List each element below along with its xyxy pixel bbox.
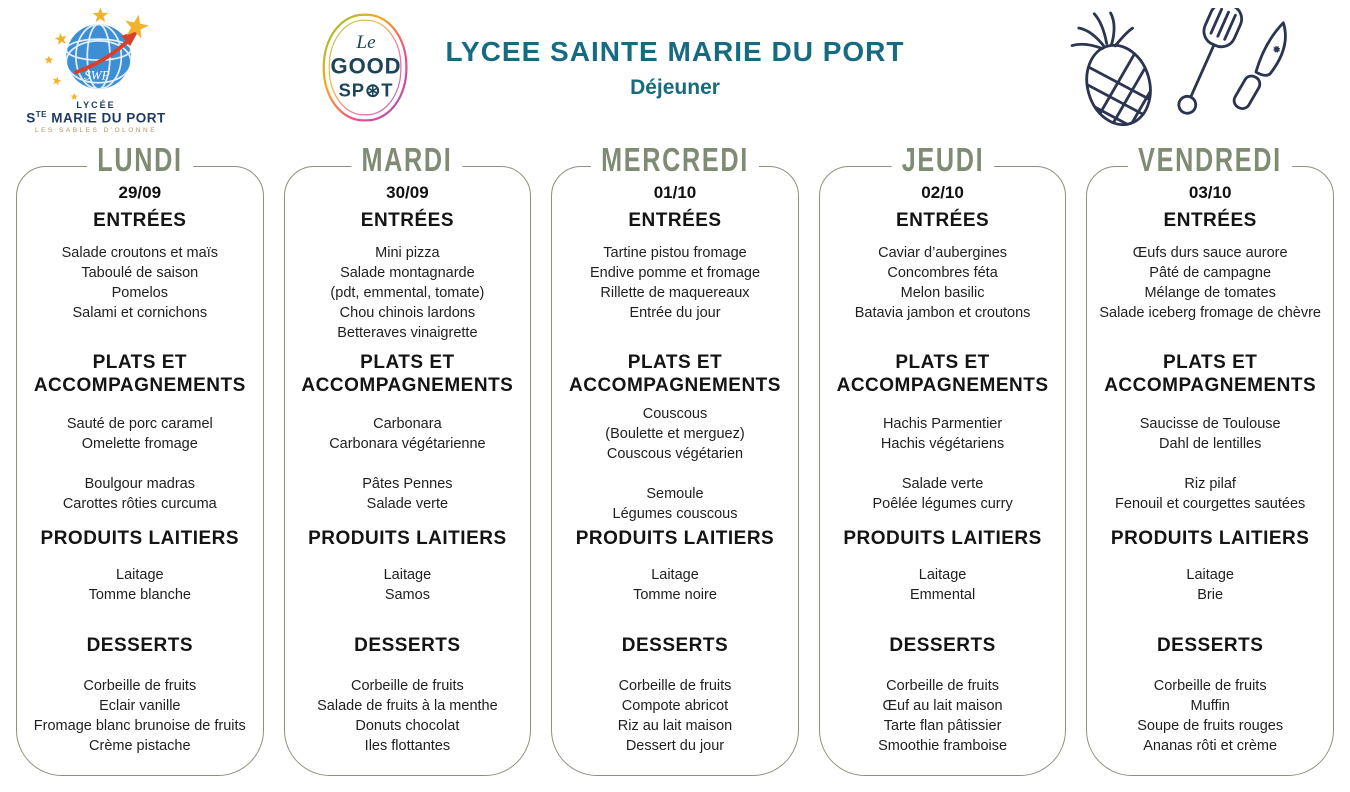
day-title: MERCREDI <box>591 141 759 181</box>
page-title: LYCEE SAINTE MARIE DU PORT <box>445 36 905 67</box>
menu-item: Dahl de lentilles <box>1158 436 1262 452</box>
section-header-entrees: ENTRÉES <box>93 210 187 231</box>
menu-item: Samos <box>384 587 430 603</box>
menu-item: Tomme blanche <box>88 587 191 603</box>
menu-item: Muffin <box>1190 698 1230 714</box>
menu-item <box>820 454 1066 474</box>
menu-item: Tomme noire <box>633 587 717 603</box>
menu-item: Laitage <box>918 567 967 583</box>
day-date: 29/09 <box>118 183 162 202</box>
section-header-laitiers: PRODUITS LAITIERS <box>1110 528 1310 549</box>
day-title: VENDREDI <box>1128 141 1292 181</box>
title-block <box>355 36 995 100</box>
menu-item: Iles flottantes <box>364 738 451 754</box>
menu-item: Rillette de maquereaux <box>600 285 750 301</box>
menu-item: Laitage <box>1186 567 1234 583</box>
day-card-lundi <box>16 141 264 776</box>
entrees-list <box>17 239 263 351</box>
section-header-laitiers: PRODUITS LAITIERS <box>40 528 240 549</box>
laitiers-list <box>17 557 263 627</box>
menu-item: Légumes couscous <box>612 506 738 522</box>
menu-item: Œuf au lait maison <box>882 698 1003 714</box>
page-subtitle: Déjeuner <box>630 76 720 99</box>
laitiers-list <box>552 557 798 627</box>
menu-item: Hachis Parmentier <box>882 416 1003 432</box>
menu-item: Brie <box>1197 587 1224 603</box>
menu-item: Concombres féta <box>887 265 998 281</box>
menu-item: Crème pistache <box>89 738 191 754</box>
menu-item: Couscous <box>642 406 708 422</box>
school-logo-name: $S^{TE}$ MARIE DU PORT <box>26 110 166 126</box>
entrees-list <box>285 239 531 351</box>
section-header-entrees: ENTRÉES <box>360 210 455 231</box>
menu-item: Taboulé de saison <box>81 265 199 281</box>
desserts-list <box>1087 663 1333 756</box>
menu-item: Laitage <box>651 567 699 583</box>
section-header-entrees: ENTRÉES <box>628 210 722 231</box>
menu-item: Salade montagnarde <box>340 265 475 281</box>
good-spot-good: GOOD <box>330 53 402 79</box>
menu-item: Hachis végétariens <box>880 436 1005 452</box>
menu-item <box>1087 454 1333 474</box>
menu-item: Salade verte <box>901 476 984 492</box>
menu-item: Melon basilic <box>900 285 985 301</box>
day-card-vendredi <box>1086 141 1334 776</box>
menu-item: Mélange de tomates <box>1144 285 1276 301</box>
menu-item: Eclair vanille <box>99 698 181 714</box>
menu-item: Compote abricot <box>621 698 729 714</box>
section-header-laitiers: PRODUITS LAITIERS <box>575 528 775 549</box>
menu-item: Tartine pistou fromage <box>603 245 747 261</box>
day-title: JEUDI <box>891 141 994 181</box>
menu-item: Semoule <box>646 486 704 502</box>
menu-item: Salami et cornichons <box>72 305 208 321</box>
section-header-desserts: DESSERTS <box>354 635 461 656</box>
menu-item: Omelette fromage <box>81 436 198 452</box>
menu-item: Carbonara <box>373 416 442 432</box>
menu-item: (pdt, emmental, tomate) <box>330 285 485 301</box>
section-header-plats: PLATS ET ACCOMPAGNEMENTS <box>301 352 514 396</box>
desserts-list <box>17 663 263 756</box>
entrees-list <box>820 239 1066 351</box>
menu-item: Couscous végétarien <box>606 446 744 462</box>
menu-item: Salade iceberg fromage de chèvre <box>1099 305 1321 321</box>
section-header-desserts: DESSERTS <box>86 635 193 656</box>
knife-icon <box>1231 20 1296 113</box>
laitiers-list <box>1087 557 1333 627</box>
menu-item: Corbeille de fruits <box>83 678 197 694</box>
menu-item: Carbonara végétarienne <box>329 436 486 452</box>
menu-item: Laitage <box>116 567 164 583</box>
school-logo-lycee: LYCÉE <box>76 100 116 110</box>
menu-item <box>552 464 798 484</box>
menu-item: Laitage <box>383 567 432 583</box>
menu-item: Œufs durs sauce aurore <box>1132 245 1288 261</box>
menu-item: Corbeille de fruits <box>618 678 732 694</box>
menu-item: Sauté de porc caramel <box>66 416 213 432</box>
plats-list <box>1087 401 1333 527</box>
menu-item: Entrée du jour <box>629 305 721 321</box>
section-header-laitiers: PRODUITS LAITIERS <box>843 528 1042 549</box>
day-date: 01/10 <box>653 183 697 202</box>
day-date: 02/10 <box>921 183 964 202</box>
menu-item: Fenouil et courgettes sautées <box>1115 496 1306 512</box>
laitiers-list <box>285 557 531 627</box>
good-spot-le: Le <box>356 31 376 53</box>
menu-item: Boulgour madras <box>84 476 195 492</box>
menu-item: Riz au lait maison <box>617 718 733 734</box>
pineapple-icon <box>1057 8 1180 130</box>
school-globe-icon <box>21 6 171 102</box>
desserts-list <box>552 663 798 756</box>
desserts-list <box>820 663 1066 756</box>
menu-item: Betteraves vinaigrette <box>337 325 478 341</box>
menu-item: Soupe de fruits rouges <box>1137 718 1284 734</box>
menu-item: Smoothie framboise <box>878 738 1008 754</box>
section-header-plats: PLATS ET ACCOMPAGNEMENTS <box>569 352 781 396</box>
menu-item: Salade de fruits à la menthe <box>317 698 498 714</box>
menu-item: Saucisse de Toulouse <box>1139 416 1281 432</box>
plats-list <box>552 401 798 527</box>
menu-item: Pâtes Pennes <box>362 476 453 492</box>
menu-item: Pâté de campagne <box>1149 265 1272 281</box>
day-card-jeudi <box>819 141 1067 776</box>
school-monogram: SWP <box>84 67 110 83</box>
section-header-desserts: DESSERTS <box>1156 635 1264 656</box>
plats-list <box>17 401 263 527</box>
menu-item: Batavia jambon et croutons <box>854 305 1031 321</box>
menu-item: Donuts chocolat <box>355 718 460 734</box>
section-header-laitiers: PRODUITS LAITIERS <box>308 528 507 549</box>
day-date: 30/09 <box>386 183 429 202</box>
menu-item: Salade croutons et maïs <box>61 245 218 261</box>
section-header-plats: PLATS ET ACCOMPAGNEMENTS <box>1104 352 1317 396</box>
menu-item: Pomelos <box>111 285 168 301</box>
food-doodles <box>1048 8 1298 135</box>
menu-item: Poêlée légumes curry <box>872 496 1013 512</box>
page-header <box>0 0 1350 150</box>
menu-item: Endive pomme et fromage <box>589 265 761 281</box>
day-card-mercredi <box>551 141 799 776</box>
section-header-plats: PLATS ET ACCOMPAGNEMENTS <box>836 352 1049 396</box>
day-title: LUNDI <box>87 141 193 181</box>
entrees-list <box>552 239 798 351</box>
menu-item: (Boulette et merguez) <box>605 426 745 442</box>
desserts-list <box>285 663 531 756</box>
menu-item: Ananas rôti et crème <box>1143 738 1278 754</box>
section-header-entrees: ENTRÉES <box>895 210 990 231</box>
menu-item: Chou chinois lardons <box>339 305 476 321</box>
section-header-desserts: DESSERTS <box>889 635 996 656</box>
menu-item: Dessert du jour <box>625 738 725 754</box>
plats-list <box>820 401 1066 527</box>
plats-list <box>285 401 531 527</box>
section-header-desserts: DESSERTS <box>621 635 729 656</box>
weekly-menu <box>0 141 1350 776</box>
menu-item: Emmental <box>909 587 976 603</box>
laitiers-list <box>820 557 1066 627</box>
menu-item: Carottes rôties curcuma <box>62 496 217 512</box>
day-card-mardi <box>284 141 532 776</box>
menu-item <box>285 454 531 474</box>
menu-item: Fromage blanc brunoise de fruits <box>33 718 246 734</box>
menu-item <box>17 454 263 474</box>
menu-item: Riz pilaf <box>1184 476 1236 492</box>
menu-item: Corbeille de fruits <box>350 678 464 694</box>
menu-item: Mini pizza <box>375 245 440 261</box>
section-header-plats: PLATS ET ACCOMPAGNEMENTS <box>33 352 246 396</box>
menu-item: Salade verte <box>366 496 449 512</box>
school-logo-city: LES SABLES D'OLONNE <box>34 126 158 134</box>
menu-item: Corbeille de fruits <box>1153 678 1267 694</box>
menu-item: Corbeille de fruits <box>886 678 999 694</box>
day-date: 03/10 <box>1188 183 1232 202</box>
menu-item: Tarte flan pâtissier <box>883 718 1002 734</box>
good-spot-spot: SP⊛T <box>338 79 394 101</box>
day-title: MARDI <box>352 141 463 181</box>
section-header-entrees: ENTRÉES <box>1163 210 1257 231</box>
menu-item: Caviar d’aubergines <box>878 245 1008 261</box>
entrees-list <box>1087 239 1333 351</box>
school-logo <box>16 6 176 134</box>
